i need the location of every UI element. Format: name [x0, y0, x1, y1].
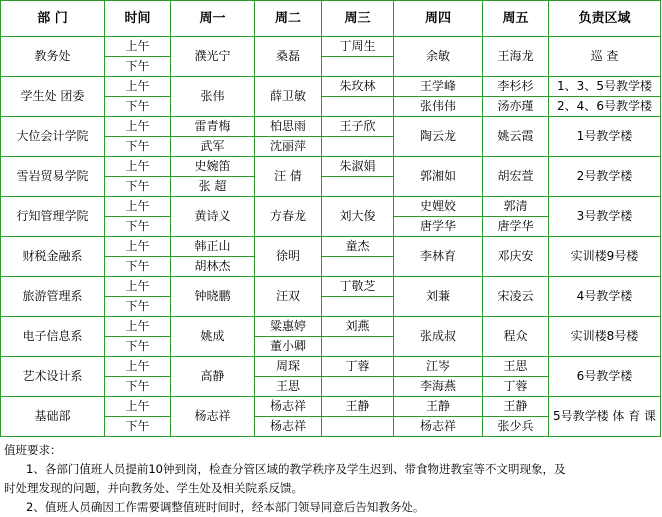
- thu-cell[interactable]: 陶云龙: [394, 117, 483, 157]
- time-cell[interactable]: 上午: [105, 77, 171, 97]
- mon-cell[interactable]: 濮光宁: [171, 37, 255, 77]
- region-cell[interactable]: 4号教学楼: [549, 277, 661, 317]
- fri-cell[interactable]: 唐学华: [483, 217, 549, 237]
- fri-cell[interactable]: 姚云霞: [483, 117, 549, 157]
- thu-cell[interactable]: 张伟伟: [394, 97, 483, 117]
- wed-cell[interactable]: [322, 417, 394, 437]
- fri-cell[interactable]: 郭清: [483, 197, 549, 217]
- wed-cell[interactable]: [322, 57, 394, 77]
- tue-cell[interactable]: 周琛: [255, 357, 322, 377]
- mon-cell[interactable]: 胡林杰: [171, 257, 255, 277]
- fri-cell[interactable]: 汤亦瑾: [483, 97, 549, 117]
- table-row: [1, 157, 661, 177]
- requirement-2: 2、值班人员确因工作需要调整值班时间时，经本部门领导同意后告知教务处。: [26, 500, 425, 514]
- thu-cell[interactable]: 王静: [394, 397, 483, 417]
- time-cell[interactable]: 下午: [105, 97, 171, 117]
- fri-cell[interactable]: 张少兵: [483, 417, 549, 437]
- region-cell[interactable]: 1号教学楼: [549, 117, 661, 157]
- thu-cell[interactable]: 李海燕: [394, 377, 483, 397]
- tue-cell[interactable]: 柏思雨: [255, 117, 322, 137]
- wed-cell[interactable]: [322, 337, 394, 357]
- fri-cell[interactable]: 邓庆安: [483, 237, 549, 277]
- table-row: [1, 117, 661, 137]
- time-cell[interactable]: 下午: [105, 257, 171, 277]
- region-cell[interactable]: 1、3、5号教学楼: [549, 77, 661, 97]
- region-cell[interactable]: 巡 查: [549, 37, 661, 77]
- wed-cell[interactable]: 童杰: [322, 237, 394, 257]
- wed-cell[interactable]: 刘燕: [322, 317, 394, 337]
- thu-cell[interactable]: 江岑: [394, 357, 483, 377]
- thu-cell[interactable]: 李林育: [394, 237, 483, 277]
- mon-cell[interactable]: 张 超: [171, 177, 255, 197]
- tue-cell[interactable]: 桑磊: [255, 37, 322, 77]
- header-cell[interactable]: 负责区域: [549, 1, 661, 37]
- thu-cell[interactable]: 史娌姣: [394, 197, 483, 217]
- mon-cell[interactable]: 韩正山: [171, 237, 255, 257]
- time-cell[interactable]: 上午: [105, 157, 171, 177]
- time-cell[interactable]: 下午: [105, 337, 171, 357]
- wed-cell[interactable]: [322, 257, 394, 277]
- region-cell[interactable]: 3号教学楼: [549, 197, 661, 237]
- table-row: [1, 397, 661, 417]
- mon-cell[interactable]: 姚成: [171, 317, 255, 357]
- region-cell[interactable]: 实训楼8号楼: [549, 317, 661, 357]
- table-row: [1, 197, 661, 217]
- time-cell[interactable]: 下午: [105, 137, 171, 157]
- wed-cell[interactable]: 王子欣: [322, 117, 394, 137]
- requirement-1-line-1: 1、各部门值班人员提前10钟到岗，检查分管区域的教学秩序及学生迟到、带食物进教室等不文明现象，及: [26, 462, 566, 476]
- requirement-1-line-2: 时处理发现的问题，并向教务处、学生处及相关院系反馈。: [4, 481, 303, 495]
- wed-cell[interactable]: [322, 377, 394, 397]
- table-row: [1, 237, 661, 257]
- wed-cell[interactable]: [322, 97, 394, 117]
- department-cell[interactable]: 大位会计学院: [1, 117, 105, 157]
- department-cell[interactable]: 行知管理学院: [1, 197, 105, 237]
- region-cell[interactable]: 2号教学楼: [549, 157, 661, 197]
- department-cell[interactable]: 旅游管理系: [1, 277, 105, 317]
- time-cell[interactable]: 上午: [105, 277, 171, 297]
- time-cell[interactable]: 上午: [105, 197, 171, 217]
- tue-cell[interactable]: 杨志祥: [255, 397, 322, 417]
- time-cell[interactable]: 下午: [105, 57, 171, 77]
- thu-cell[interactable]: 余敏: [394, 37, 483, 77]
- mon-cell[interactable]: 武军: [171, 137, 255, 157]
- time-cell[interactable]: 上午: [105, 237, 171, 257]
- department-cell[interactable]: 财税金融系: [1, 237, 105, 277]
- fri-cell[interactable]: 王海龙: [483, 37, 549, 77]
- wed-cell[interactable]: [322, 137, 394, 157]
- region-cell[interactable]: 6号教学楼: [549, 357, 661, 397]
- thu-cell[interactable]: 唐学华: [394, 217, 483, 237]
- mon-cell[interactable]: 杨志祥: [171, 397, 255, 437]
- time-cell[interactable]: 下午: [105, 417, 171, 437]
- header-cell[interactable]: 周一: [171, 1, 255, 37]
- table-row: [1, 277, 661, 297]
- tue-cell[interactable]: 董小卿: [255, 337, 322, 357]
- time-cell[interactable]: 下午: [105, 217, 171, 237]
- wed-cell[interactable]: 丁周生: [322, 37, 394, 57]
- department-cell[interactable]: 学生处 团委: [1, 77, 105, 117]
- tue-cell[interactable]: 王思: [255, 377, 322, 397]
- mon-cell[interactable]: 雷青梅: [171, 117, 255, 137]
- wed-cell[interactable]: 刘大俊: [322, 197, 394, 237]
- department-cell[interactable]: 基础部: [1, 397, 105, 437]
- mon-cell[interactable]: 高静: [171, 357, 255, 397]
- thu-cell[interactable]: 刘蒹: [394, 277, 483, 317]
- fri-cell[interactable]: 宋凌云: [483, 277, 549, 317]
- tue-cell[interactable]: 汪 倩: [255, 157, 322, 197]
- region-cell[interactable]: 5号教学楼 体 育 课: [549, 397, 661, 437]
- tue-cell[interactable]: 杨志祥: [255, 417, 322, 437]
- department-cell[interactable]: 雪岩贸易学院: [1, 157, 105, 197]
- region-cell[interactable]: 2、4、6号教学楼: [549, 97, 661, 117]
- header-cell[interactable]: 周四: [394, 1, 483, 37]
- region-cell[interactable]: 实训楼9号楼: [549, 237, 661, 277]
- fri-cell[interactable]: 王思: [483, 357, 549, 377]
- tue-cell[interactable]: 方春龙: [255, 197, 322, 237]
- department-cell[interactable]: 教务处: [1, 37, 105, 77]
- fri-cell[interactable]: 李杉杉: [483, 77, 549, 97]
- time-cell[interactable]: 上午: [105, 357, 171, 377]
- header-cell[interactable]: 周三: [322, 1, 394, 37]
- thu-cell[interactable]: 张成叔: [394, 317, 483, 357]
- thu-cell[interactable]: 王学峰: [394, 77, 483, 97]
- wed-cell[interactable]: 朱玫林: [322, 77, 394, 97]
- tue-cell[interactable]: 粱惠婷: [255, 317, 322, 337]
- time-cell[interactable]: 上午: [105, 37, 171, 57]
- department-cell[interactable]: 艺术设计系: [1, 357, 105, 397]
- duty-requirements: [4, 441, 656, 517]
- table-row: [1, 317, 661, 337]
- header-cell[interactable]: 周二: [255, 1, 322, 37]
- wed-cell[interactable]: [322, 297, 394, 317]
- header-cell[interactable]: 部 门: [1, 1, 105, 37]
- fri-cell[interactable]: 程众: [483, 317, 549, 357]
- tue-cell[interactable]: 薛卫敏: [255, 77, 322, 117]
- header-cell[interactable]: 时间: [105, 1, 171, 37]
- table-row: [1, 357, 661, 377]
- mon-cell[interactable]: 黄诗义: [171, 197, 255, 237]
- table-row: [1, 37, 661, 57]
- thu-cell[interactable]: 杨志祥: [394, 417, 483, 437]
- wed-cell[interactable]: 王静: [322, 397, 394, 417]
- mon-cell[interactable]: 张伟: [171, 77, 255, 117]
- wed-cell[interactable]: [322, 177, 394, 197]
- header-row: [1, 1, 661, 37]
- wed-cell[interactable]: 丁蓉: [322, 357, 394, 377]
- tue-cell[interactable]: 沈丽萍: [255, 137, 322, 157]
- time-cell[interactable]: 下午: [105, 177, 171, 197]
- tue-cell[interactable]: 汪双: [255, 277, 322, 317]
- department-cell[interactable]: 电子信息系: [1, 317, 105, 357]
- time-cell[interactable]: 上午: [105, 397, 171, 417]
- fri-cell[interactable]: 胡宏萱: [483, 157, 549, 197]
- header-cell[interactable]: 周五: [483, 1, 549, 37]
- mon-cell[interactable]: 钟晓鹏: [171, 277, 255, 317]
- wed-cell[interactable]: 丁敬芝: [322, 277, 394, 297]
- table-row: [1, 77, 661, 97]
- time-cell[interactable]: 上午: [105, 317, 171, 337]
- fri-cell[interactable]: 丁蓉: [483, 377, 549, 397]
- mon-cell[interactable]: 史婉笛: [171, 157, 255, 177]
- time-cell[interactable]: 上午: [105, 117, 171, 137]
- fri-cell[interactable]: 王静: [483, 397, 549, 417]
- time-cell[interactable]: 下午: [105, 377, 171, 397]
- thu-cell[interactable]: 郭湘如: [394, 157, 483, 197]
- time-cell[interactable]: 下午: [105, 297, 171, 317]
- tue-cell[interactable]: 徐明: [255, 237, 322, 277]
- requirements-title: 值班要求：: [4, 443, 62, 457]
- wed-cell[interactable]: 朱淑娟: [322, 157, 394, 177]
